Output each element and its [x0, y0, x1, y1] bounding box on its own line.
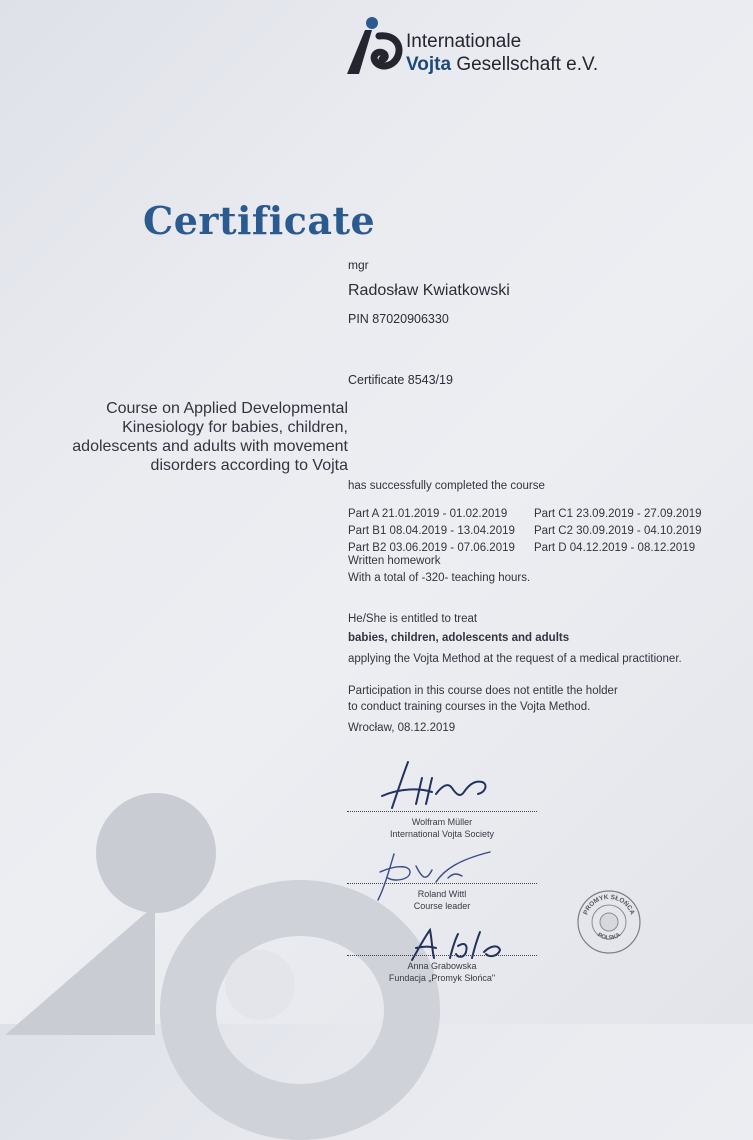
signatory-role: International Vojta Society [389, 829, 495, 839]
signatory-name: Roland Wittl [417, 889, 467, 899]
part-dates: Part C1 23.09.2019 - 27.09.2019 [534, 508, 702, 520]
course-parts [348, 506, 702, 557]
homework-text: Written homework [348, 555, 441, 567]
vojta-logo-icon [345, 16, 405, 78]
recipient-pin: PIN 87020906330 [348, 312, 449, 326]
signature-mueller [370, 758, 500, 814]
place-date: Wrocław, 08.12.2019 [348, 722, 456, 734]
part-dates: Part C2 30.09.2019 - 04.10.2019 [534, 525, 702, 537]
participation-line: Participation in this course does not entitle the holder [348, 685, 618, 697]
org-name-vojta: Vojta [406, 54, 452, 75]
course-title-line: Kinesiology for babies, children, [122, 419, 348, 436]
course-title-line: Course on Applied Developmental [106, 400, 348, 417]
watermark-curl [160, 880, 440, 1140]
parts-row [348, 506, 702, 523]
promyk-slonca-stamp-icon [576, 889, 642, 955]
part-dates: Part B2 03.06.2019 - 07.06.2019 [348, 542, 515, 554]
signatory-name: Anna Grabowska [407, 961, 477, 971]
completed-text: has successfully completed the course [348, 480, 545, 492]
parts-row [348, 523, 702, 540]
treat-groups: babies, children, adolescents and adults [348, 632, 570, 644]
signatory-role: Fundacja „Promyk Słońca" [388, 973, 496, 983]
part-dates: Part D 04.12.2019 - 08.12.2019 [534, 542, 696, 554]
stamp-bottom-text: POLSKA [596, 932, 622, 942]
course-title [8, 399, 348, 475]
course-title-line: adolescents and adults with movement [72, 438, 348, 455]
part-dates: Part A 21.01.2019 - 01.02.2019 [348, 508, 508, 520]
certificate-title: Certificate [143, 198, 376, 243]
entitled-text: He/She is entitled to treat [348, 613, 478, 625]
signatory-name: Wolfram Müller [411, 817, 473, 827]
org-name-line1: Internationale [406, 31, 522, 52]
total-hours-text: With a total of -320- teaching hours. [348, 572, 531, 584]
watermark-curl-hole [225, 950, 295, 1020]
signatory-wittl [347, 883, 537, 912]
course-title-line: disorders according to Vojta [150, 457, 348, 474]
signatory-role: Course leader [413, 901, 471, 911]
org-name-line2 [406, 54, 598, 76]
recipient-name: Radosław Kwiatkowski [348, 282, 510, 299]
watermark-dot [96, 793, 216, 913]
part-dates: Part B1 08.04.2019 - 13.04.2019 [348, 525, 515, 537]
homework-block [348, 553, 530, 587]
recipient-prefix: mgr [348, 258, 369, 272]
watermark-bar [5, 905, 155, 1035]
certificate-number: Certificate 8543/19 [348, 373, 453, 387]
participation-line: to conduct training courses in the Vojta Method. [348, 701, 591, 713]
participation-note [348, 683, 618, 715]
stamp-top-text: PROMYK SŁOŃCA [582, 893, 636, 916]
signatory-grabowska [347, 955, 537, 984]
signatory-mueller [347, 811, 537, 840]
org-name-rest: Gesellschaft e.V. [451, 54, 599, 75]
applying-text: applying the Vojta Method at the request of a medical practitioner. [348, 653, 682, 665]
